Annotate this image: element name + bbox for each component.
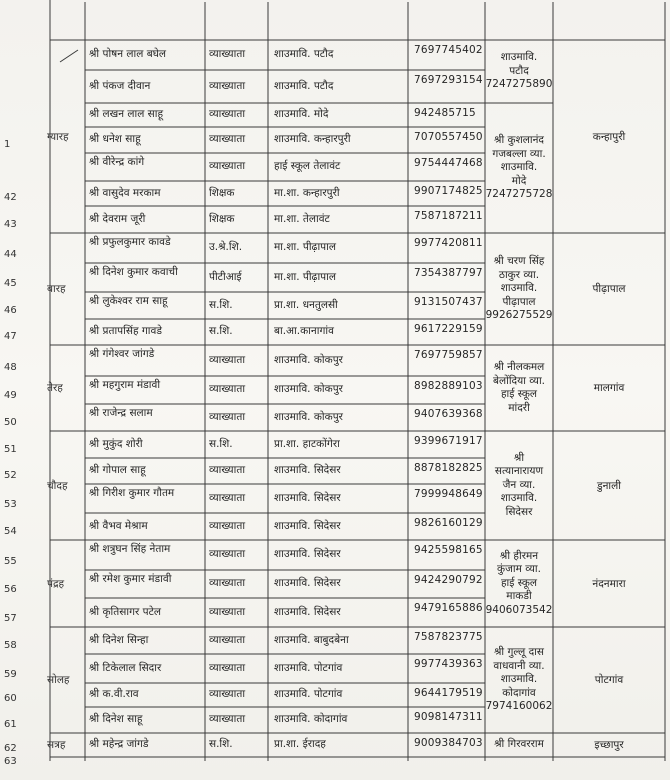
supervisor-block — [485, 51, 553, 92]
member-name: श्री देवराम जूरी — [89, 212, 146, 225]
cluster-label: मालगांव — [593, 382, 625, 394]
cluster-label: इच्छापुर — [594, 739, 624, 751]
member-school: शाउमावि. पटौद — [274, 48, 334, 60]
member-school: हाई स्कूल तेलावंट — [274, 160, 341, 172]
member-school: शाउमावि. कन्हारपुरी — [274, 133, 351, 145]
supervisor-line: शाउमावि. — [500, 161, 538, 174]
member-name: श्री पंकज दीवान — [89, 79, 151, 92]
member-post: व्याख्याता — [209, 661, 246, 674]
supervisor-line: श्री गिरवरराम — [494, 738, 544, 751]
member-phone: 7587823775 — [414, 631, 483, 643]
member-school: शाउमावि. बाबुदबेना — [274, 633, 349, 646]
member-name: श्री दिनेश सिन्हा — [89, 633, 149, 646]
member-phone: 9617229159 — [414, 323, 483, 335]
member-name: श्री लुकेश्वर राम साहू — [89, 295, 168, 307]
member-name: श्री पोषन लाल बघेल — [89, 48, 167, 60]
member-phone: 9399671917 — [414, 435, 483, 447]
member-phone: 9098147311 — [414, 711, 483, 723]
supervisor-line: मोदे — [511, 174, 527, 187]
member-school: शाउमावि. सिदेसर — [274, 464, 341, 476]
member-post: उ.श्रे.शि. — [209, 241, 243, 253]
supervisor-line: 7974160062 — [485, 700, 553, 713]
serial-number: 57 — [4, 613, 17, 624]
group-label: ग्यारह — [47, 130, 69, 143]
member-school: शाउमावि. कोकपुर — [274, 410, 343, 423]
member-school: शाउमावि. मोदे — [274, 108, 329, 120]
serial-number: 1 — [4, 139, 11, 150]
member-post: व्याख्याता — [209, 688, 246, 700]
member-post: स.शि. — [209, 298, 233, 311]
member-post: व्याख्याता — [209, 605, 246, 618]
supervisor-line: 9406073542 — [485, 603, 553, 616]
cluster-label: पोटगांव — [594, 674, 624, 686]
member-post: व्याख्याता — [209, 410, 246, 423]
member-phone: 9425598165 — [414, 544, 483, 556]
member-phone: 7697745402 — [414, 44, 483, 56]
member-phone: 7697293154 — [414, 74, 483, 86]
member-name: श्री प्रतापसिंह गावडे — [89, 325, 162, 337]
member-name: श्री टिकेलाल सिदार — [89, 661, 162, 674]
member-name: श्री क.वी.राव — [89, 688, 139, 700]
member-post: शिक्षक — [209, 212, 235, 225]
member-phone: 9977420811 — [414, 237, 483, 249]
serial-number: 53 — [4, 499, 17, 510]
supervisor-line: शाउमावि. — [500, 492, 538, 505]
supervisor-line: माकडी — [506, 590, 532, 603]
member-school: शाउमावि. सिदेसर — [274, 491, 341, 504]
member-phone: 7697759857 — [414, 349, 483, 361]
member-school: शाउमावि. सिदेसर — [274, 605, 341, 618]
supervisor-line: कुंजाम व्या. — [497, 563, 541, 576]
member-phone: 9479165886 — [414, 602, 483, 614]
serial-number: 54 — [4, 526, 17, 537]
member-name: श्री राजेन्द्र सलाम — [89, 407, 153, 419]
member-name: श्री दिनेश कुमार कवाची — [89, 266, 178, 278]
member-school: शाउमावि. सिदेसर — [274, 577, 341, 589]
supervisor-line: शाउमावि. — [500, 673, 538, 686]
supervisor-line: 7247275728 — [485, 188, 553, 201]
serial-number: 42 — [4, 192, 17, 203]
member-school: बा.आ.कानागांव — [274, 325, 334, 337]
supervisor-line: सत्यानारायण — [494, 465, 544, 478]
member-post: व्याख्याता — [209, 48, 246, 60]
serial-number: 59 — [4, 669, 17, 680]
member-post: व्याख्याता — [209, 633, 246, 646]
member-phone: 9644179519 — [414, 687, 483, 699]
supervisor-line: पीढ़ापाल — [502, 295, 536, 308]
supervisor-line: श्री कुशलानंद — [494, 134, 544, 147]
member-name: श्री वासुदेव मरकाम — [89, 186, 161, 199]
member-post: व्याख्याता — [209, 713, 246, 725]
member-phone: 7587187211 — [414, 210, 483, 222]
supervisor-block — [485, 646, 553, 714]
supervisor-line: ठाकुर व्या. — [498, 268, 540, 281]
group-label: सत्रह — [47, 739, 66, 751]
serial-number: 46 — [4, 305, 17, 316]
member-school: शाउमावि. कोकपुर — [274, 383, 343, 395]
serial-number: 45 — [4, 278, 17, 289]
member-name: श्री गंगेश्वर जांगडे — [89, 348, 155, 360]
cluster-label: डुनाली — [596, 479, 621, 492]
supervisor-line: हाई स्कूल — [500, 388, 538, 400]
serial-number: 55 — [4, 556, 17, 567]
member-name: श्री वीरेन्द्र कांगे — [89, 156, 145, 168]
member-school: प्रा.शा. ईरादह — [274, 738, 326, 750]
member-name: श्री रमेश कुमार मंडावी — [89, 573, 172, 585]
supervisor-block — [485, 134, 553, 202]
supervisor-line: कोदागांव — [502, 686, 536, 699]
member-name: श्री मुकुंद शोरी — [89, 437, 143, 450]
member-phone: 7999948649 — [414, 488, 483, 500]
member-post: पीटीआई — [209, 270, 242, 283]
member-phone: 8982889103 — [414, 380, 483, 392]
member-school: मा.शा. तेलावंट — [274, 212, 330, 225]
serial-number: 47 — [4, 331, 17, 342]
cluster-label: कन्हापुरी — [592, 130, 626, 143]
member-post: स.शि. — [209, 325, 233, 337]
supervisor-line: गजबल्ला व्या. — [492, 147, 546, 160]
serial-number: 61 — [4, 719, 17, 730]
member-name: श्री गोपाल साहू — [89, 464, 146, 476]
member-school: शाउमावि. पोटगांव — [274, 688, 343, 700]
supervisor-line: 7247275890 — [485, 78, 553, 91]
member-phone: 9754447468 — [414, 157, 483, 169]
supervisor-block — [485, 255, 553, 323]
supervisor-line: सिदेसर — [505, 505, 533, 518]
supervisor-line: पटौद — [509, 64, 529, 77]
serial-number: 52 — [4, 470, 17, 481]
serial-number: 43 — [4, 219, 17, 230]
pen-stroke — [60, 50, 78, 62]
member-name: श्री प्रफुलकुमार कावडे — [89, 236, 171, 248]
serial-number: 49 — [4, 390, 17, 401]
member-phone: 9424290792 — [414, 574, 483, 586]
group-label: पंद्रह — [47, 577, 65, 590]
group-label: चौदह — [47, 479, 68, 492]
member-phone: 9009384703 — [414, 737, 483, 749]
group-label: बारह — [47, 283, 66, 295]
member-phone: 942485715 — [414, 107, 476, 119]
member-school: शाउमावि. पोटगांव — [274, 661, 343, 674]
supervisor-line: हाई स्कूल — [500, 576, 538, 589]
supervisor-line: शाउमावि. — [500, 282, 538, 295]
member-school: शाउमावि. सिदेसर — [274, 519, 341, 532]
member-phone: 9977439363 — [414, 658, 483, 670]
cluster-label: नंदनमारा — [592, 577, 626, 590]
member-post: स.शि. — [209, 738, 233, 750]
member-school: शाउमावि. कोकपुर — [274, 353, 343, 366]
member-phone: 8878182825 — [414, 462, 483, 474]
serial-number: 60 — [4, 693, 17, 704]
supervisor-block — [485, 361, 553, 415]
supervisor-line: 9926275529 — [485, 309, 553, 322]
serial-number: 48 — [4, 362, 17, 373]
supervisor-line: जैन व्या. — [502, 478, 536, 491]
member-school: प्रा.शा. हाटकोंगेरा — [274, 437, 340, 450]
member-name: श्री शत्रुघन सिंह नेताम — [89, 543, 171, 555]
member-name: श्री वैभव मेश्राम — [89, 519, 148, 532]
member-post: व्याख्याता — [209, 577, 246, 589]
supervisor-block — [485, 550, 553, 618]
supervisor-line: वाधवानी व्या. — [493, 659, 545, 672]
member-name: श्री धनेश साहू — [89, 133, 141, 145]
supervisor-block — [485, 738, 553, 752]
member-post: व्याख्याता — [209, 519, 246, 532]
serial-number: 58 — [4, 640, 17, 651]
member-post: व्याख्याता — [209, 548, 246, 560]
member-post: व्याख्याता — [209, 383, 246, 395]
supervisor-block — [485, 452, 553, 520]
supervisor-line: श्री — [513, 451, 525, 464]
serial-number: 62 — [4, 743, 17, 754]
member-post: व्याख्याता — [209, 464, 246, 476]
group-label: तेरह — [47, 382, 63, 394]
serial-number: 56 — [4, 584, 17, 595]
member-phone: 9131507437 — [414, 296, 483, 308]
member-post: व्याख्याता — [209, 491, 246, 504]
cluster-label: पीढ़ापाल — [592, 283, 626, 295]
member-name: श्री गिरीश कुमार गौतम — [89, 487, 175, 499]
serial-number: 51 — [4, 444, 17, 455]
member-post: व्याख्याता — [209, 108, 246, 120]
member-name: श्री महगुराम मंडावी — [89, 379, 161, 391]
member-phone: 7354387797 — [414, 267, 483, 279]
member-school: मा.शा. पीढ़ापाल — [274, 270, 336, 283]
member-name: श्री लखन लाल साहू — [89, 108, 164, 120]
supervisor-line: श्री गुल्लू दास — [494, 646, 544, 659]
member-post: व्याख्याता — [209, 353, 246, 366]
serial-number: 50 — [4, 417, 17, 428]
member-name: श्री दिनेश साहू — [89, 713, 143, 725]
member-post: व्याख्याता — [209, 133, 246, 145]
supervisor-line: बेलोंदिया व्या. — [492, 374, 545, 387]
member-name: श्री महेन्द्र जांगडे — [89, 738, 149, 750]
supervisor-line: शाउमावि. — [500, 51, 538, 64]
member-phone: 9407639368 — [414, 408, 483, 420]
serial-number: 44 — [4, 249, 17, 260]
member-school: मा.शा. कन्हारपुरी — [274, 186, 340, 199]
member-post: स.शि. — [209, 437, 233, 450]
member-phone: 9907174825 — [414, 185, 483, 197]
member-post: शिक्षक — [209, 186, 235, 199]
member-name: श्री कृतिसागर पटेल — [89, 605, 161, 618]
serial-number: 63 — [4, 756, 17, 767]
member-phone: 9826160129 — [414, 517, 483, 529]
supervisor-line: मांदरी — [508, 401, 530, 414]
supervisor-line: श्री हीरमन — [499, 549, 539, 562]
member-phone: 7070557450 — [414, 131, 483, 143]
group-label: सोलह — [47, 674, 70, 686]
supervisor-line: श्री चरण सिंह — [493, 255, 545, 268]
member-school: प्रा.शा. धनतुलसी — [274, 298, 338, 311]
member-school: शाउमावि. पटौद — [274, 79, 334, 92]
member-school: शाउमावि. सिदेसर — [274, 548, 341, 560]
member-school: मा.शा. पीढ़ापाल — [274, 241, 336, 253]
member-post: व्याख्याता — [209, 160, 246, 172]
member-school: शाउमावि. कोदागांव — [274, 713, 348, 725]
supervisor-line: श्री नीलकमल — [493, 361, 545, 373]
member-post: व्याख्याता — [209, 79, 246, 92]
